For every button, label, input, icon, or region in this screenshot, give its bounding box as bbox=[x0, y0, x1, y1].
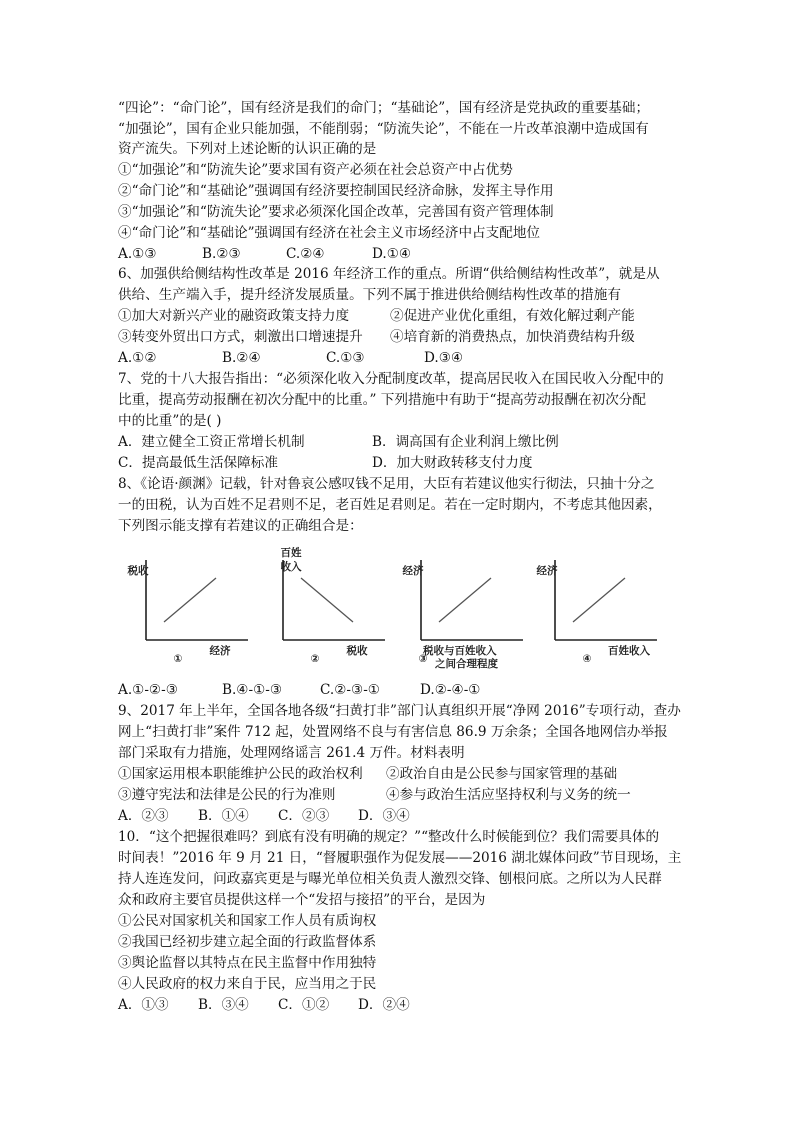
q8-option-c: C.②-③-① bbox=[320, 682, 380, 698]
q10-option-b: B．③④ bbox=[198, 997, 249, 1013]
q8-option-b: B.④-①-③ bbox=[222, 682, 283, 698]
x-axis-label: 税收 bbox=[346, 645, 368, 657]
q5-option-d: D.①④ bbox=[372, 246, 412, 262]
q10-line-2: 时间表！”2016 年 9 月 21 日，“督履职强作为促发展——2016 湖北媒体问政”节目现场，主 bbox=[118, 850, 682, 866]
y-axis-label: 税收 bbox=[127, 565, 149, 577]
q6-line-1: 6、加强供给侧结构性改革是 2016 年经济工作的重点。所谓“供给侧结构性改革”，就是从 bbox=[118, 266, 660, 282]
q10-statement-1: ①公民对国家机关和国家工作人员有质询权 bbox=[118, 913, 377, 929]
q10-option-a: A．①③ bbox=[118, 997, 169, 1013]
q8-line-2: 一的田税，认为百姓不足君则不足，老百姓足君则足。若在一定时期内，不考虑其他因素， bbox=[118, 497, 662, 513]
q7-option-c: C．提高最低生活保障标准 bbox=[118, 455, 278, 471]
series-line bbox=[573, 578, 625, 622]
q9-line-1: 9、2017 年上半年，全国各地各级“扫黄打非”部门认真组织开展“净网 2016”专项行动，查办 bbox=[118, 703, 681, 719]
q6-line-2: 供给、生产端入手，提升经济发展质量。下列不属于推进供给侧结构性改革的措施有 bbox=[118, 287, 621, 303]
q7-option-d: D．加大财政转移支付力度 bbox=[372, 455, 533, 471]
q5-statement-3: ③“加强论”和“防流失论”要求必须深化国企改革，完善国有资产管理体制 bbox=[118, 204, 554, 220]
chart-number: ④ bbox=[582, 653, 592, 665]
q10-option-c: C．①② bbox=[278, 997, 330, 1013]
q9-statement-1: ①国家运用根本职能维护公民的政治权利 bbox=[118, 766, 363, 782]
q8-option-d: D.②-④-① bbox=[420, 682, 481, 698]
q6-option-a: A.①② bbox=[118, 350, 157, 366]
q10-statement-3: ③舆论监督以其特点在民主监督中作用独特 bbox=[118, 955, 377, 971]
q6-option-d: D.③④ bbox=[424, 350, 464, 366]
q9-options bbox=[118, 806, 410, 826]
q7-option-b: B．调高国有企业利润上缴比例 bbox=[372, 434, 559, 450]
q10-line-3: 持人连连发问，问政嘉宾更是与曝光单位相关负责人激烈交锋、刨根问底。之所以为人民群 bbox=[118, 871, 662, 887]
chart-number: ② bbox=[310, 653, 320, 665]
q9-line-3: 部门采取有力措施，处理网络谣言 261.4 万件。材料表明 bbox=[118, 745, 465, 761]
q5-statement-1: ①“加强论”和“防流失论”要求国有资产必须在社会总资产中占优势 bbox=[118, 162, 513, 178]
q5-line-3: 资产流失。下列对上述论断的认识正确的是 bbox=[118, 141, 377, 157]
q6-statement-3: ③转变外贸出口方式，刺激出口增速提升 bbox=[118, 329, 363, 345]
q7-options-row-2 bbox=[118, 453, 532, 473]
q5-line-1: “四论”：“命门论”，国有经济是我们的命门；“基础论”，国有经济是党执政的重要基础； bbox=[118, 100, 650, 116]
q9-option-d: D．③④ bbox=[358, 808, 410, 824]
q10-options bbox=[118, 995, 410, 1015]
q9-option-a: A．②③ bbox=[118, 808, 169, 824]
q9-statement-4: ④参与政治生活应坚持权利与义务的统一 bbox=[386, 787, 631, 803]
q10-statement-2: ②我国已经初步建立起全面的行政监督体系 bbox=[118, 934, 377, 950]
q5-option-a: A.①③ bbox=[118, 246, 157, 262]
q9-statements-row-1 bbox=[118, 764, 617, 784]
q9-statement-2: ②政治自由是公民参与国家管理的基础 bbox=[386, 766, 618, 782]
q7-line-2: 比重，提高劳动报酬在初次分配中的比重。” 下列措施中有助于“提高劳动报酬在初次分配 bbox=[118, 392, 646, 408]
q8-option-a: A.①-②-③ bbox=[118, 682, 178, 698]
chart-number: ③ bbox=[418, 653, 428, 665]
q8-chart-1 bbox=[118, 545, 248, 674]
q5-statement-2: ②“命门论”和“基础论”强调国有经济要控制国民经济命脉，发挥主导作用 bbox=[118, 183, 554, 199]
x-axis-label: 百姓收入 bbox=[608, 645, 650, 657]
q9-statements-row-2 bbox=[118, 785, 631, 805]
x-axis-label: 经济 bbox=[209, 645, 231, 657]
q10-option-d: D．②④ bbox=[358, 997, 410, 1013]
q9-option-c: C．②③ bbox=[278, 808, 330, 824]
q7-line-1: 7、党的十八大报告指出：“必须深化收入分配制度改革，提高居民收入在国民收入分配中的 bbox=[118, 371, 664, 387]
y-axis-label: 经济 bbox=[536, 565, 558, 577]
q8-chart-3 bbox=[393, 545, 523, 674]
q8-line-1: 8、《论语·颜渊》记载，针对鲁哀公感叹钱不足用，大臣有若建议他实行彻法，只抽十分之 bbox=[118, 476, 655, 492]
y-axis-label: 经济 bbox=[402, 565, 424, 577]
q6-option-c: C.①③ bbox=[326, 350, 365, 366]
chart-number: ① bbox=[173, 653, 183, 665]
series-line bbox=[164, 578, 216, 622]
q6-statement-1: ①加大对新兴产业的融资政策支持力度 bbox=[118, 308, 350, 324]
q6-statement-4: ④培育新的消费热点，加快消费结构升级 bbox=[390, 329, 635, 345]
q8-line-3: 下列图示能支撑有若建议的正确组合是： bbox=[118, 518, 363, 534]
q8-chart-svg bbox=[118, 545, 248, 670]
q7-option-a: A．建立健全工资正常增长机制 bbox=[118, 434, 305, 450]
q5-statement-4: ④“命门论”和“基础论”强调国有经济在社会主义市场经济中占支配地位 bbox=[118, 225, 541, 241]
q6-option-b: B.②④ bbox=[222, 350, 261, 366]
q10-line-1: 10．“这个把握很难吗？到底有没有明确的规定？”“整改什么时候能到位？我们需要具体的 bbox=[118, 829, 660, 845]
q8-chart-2 bbox=[255, 545, 385, 674]
q6-options bbox=[118, 348, 463, 368]
q8-options bbox=[118, 680, 480, 700]
q8-chart-svg bbox=[255, 545, 385, 670]
q6-statement-2: ②促进产业优化重组，有效化解过剩产能 bbox=[390, 308, 635, 324]
q9-line-2: 网上“扫黄打非”案件 712 起，处置网络不良与有害信息 86.9 万余条；全国各地网信办举报 bbox=[118, 724, 668, 740]
q10-line-4: 众和政府主要官员提供这样一个“发招与接招”的平台，是因为 bbox=[118, 892, 486, 908]
q7-options-row-1 bbox=[118, 432, 559, 452]
q6-statements-row-2 bbox=[118, 327, 635, 347]
q7-line-3: 中的比重”的是( ) bbox=[118, 413, 222, 429]
series-line bbox=[439, 578, 491, 622]
series-line bbox=[301, 578, 353, 622]
q6-statements-row-1 bbox=[118, 306, 635, 326]
q10-statement-4: ④人民政府的权力来自于民，应当用之于民 bbox=[118, 976, 377, 992]
q5-line-2: “加强论”，国有企业只能加强，不能削弱；“防流失论”，不能在一片改革浪潮中造成国有 bbox=[118, 121, 649, 137]
q8-chart-svg bbox=[393, 545, 523, 670]
q5-option-b: B.②③ bbox=[202, 246, 241, 262]
x-axis-label: 税收与百姓收入之间合理程度 bbox=[423, 645, 498, 670]
q5-options bbox=[118, 244, 411, 264]
y-axis-label: 百姓收入 bbox=[280, 547, 302, 573]
q9-option-b: B．①④ bbox=[198, 808, 249, 824]
q5-option-c: C.②④ bbox=[286, 246, 325, 262]
q8-chart-svg bbox=[527, 545, 657, 670]
q8-chart-4 bbox=[527, 545, 657, 674]
q9-statement-3: ③遵守宪法和法律是公民的行为准则 bbox=[118, 787, 336, 803]
